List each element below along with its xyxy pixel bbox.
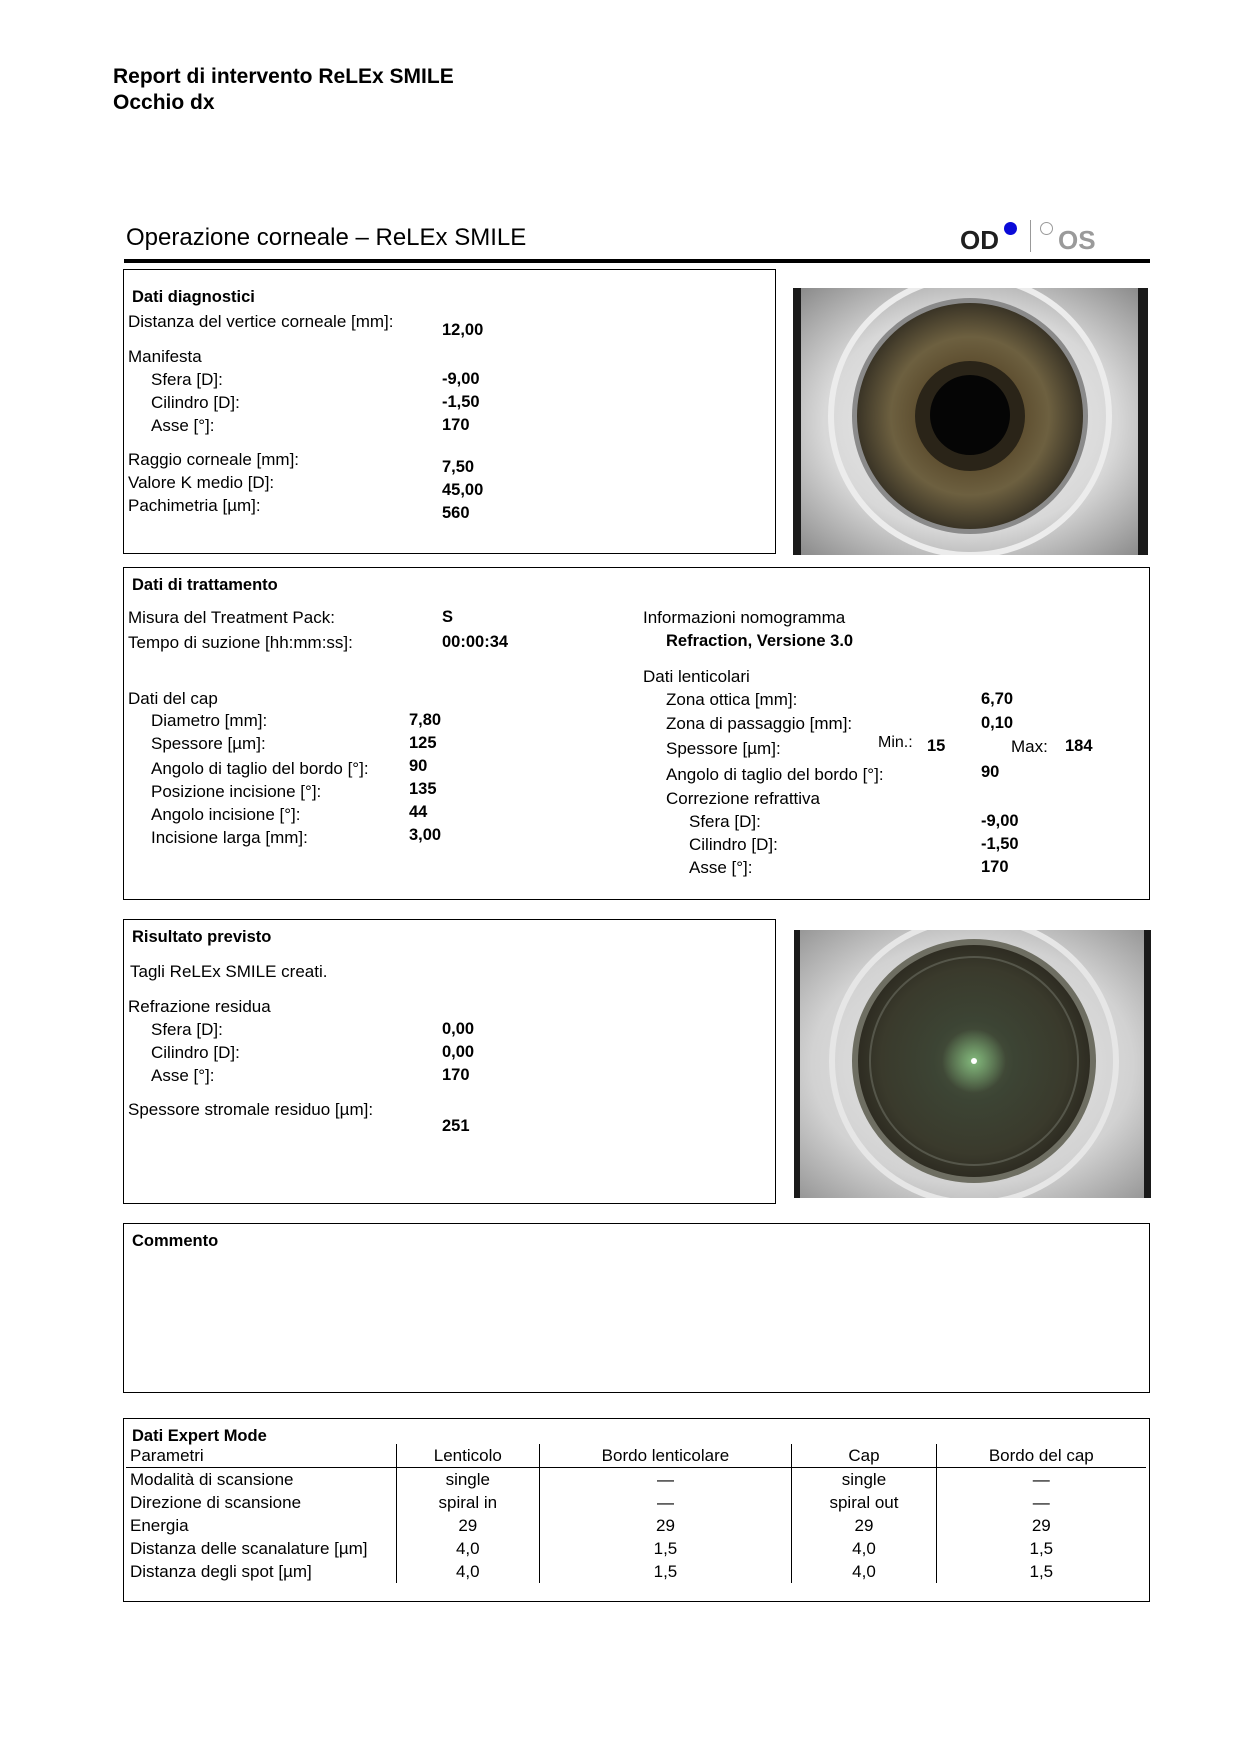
table-cell: single [792,1468,936,1492]
axis-value: 170 [442,416,470,434]
table-row [126,1514,1146,1537]
eye-selector [960,220,1110,256]
table-row [126,1560,1146,1583]
pack-label: Misura del Treatment Pack: [128,608,335,627]
table-row [126,1468,1146,1492]
table-cell: 4,0 [397,1560,540,1583]
correction-axis-value: 170 [981,858,1009,876]
expert-header-parametri: Parametri [126,1444,397,1468]
nomogram-title: Informazioni nomogramma [643,608,846,627]
correction-cylinder-label: Cilindro [D]: [689,835,778,854]
expert-header-lenticolo: Lenticolo [397,1444,540,1468]
table-cell: Modalità di scansione [130,1469,294,1489]
transition-zone-value: 0,10 [981,714,1014,732]
manifest-label: Manifesta [128,347,202,366]
correction-cylinder-value: -1,50 [981,835,1019,853]
incision-position-label: Posizione incisione [°]: [151,782,322,801]
axis-label: Asse [°]: [151,416,215,435]
lenticule-edge-angle-value: 90 [981,763,1000,781]
correction-sphere-value: -9,00 [981,812,1019,830]
incision-width-label: Incisione larga [mm]: [151,828,308,847]
table-cell: 1,5 [936,1560,1146,1583]
vertex-label: Distanza del vertice corneale [mm]: [128,312,394,331]
table-cell: Distanza delle scanalature [µm] [130,1538,368,1558]
cylinder-label: Cilindro [D]: [151,393,240,412]
cap-thickness-label: Spessore [µm]: [151,734,266,753]
postop-eye-drawing [794,930,1151,1198]
os-unselected-ring-icon [1040,222,1053,235]
diagnostics-panel [123,269,776,554]
table-cell: Direzione di scansione [130,1492,302,1512]
incision-angle-value: 44 [409,803,428,821]
cap-thickness-value: 125 [409,734,437,752]
thickness-min-label: Min.: [878,734,913,751]
sphere-label: Sfera [D]: [151,370,223,389]
comment-title: Commento [132,1232,219,1250]
report-title-line2: Occhio dx [113,91,215,114]
table-cell: 1,5 [539,1560,792,1583]
comment-panel [123,1223,1150,1393]
expert-table [126,1444,1146,1583]
radius-label: Raggio corneale [mm]: [128,450,300,469]
table-cell: 29 [539,1514,792,1537]
result-panel [123,919,776,1204]
thickness-max-value: 184 [1065,737,1093,755]
table-cell: 29 [397,1514,540,1537]
table-cell: Energia [130,1515,189,1535]
table-cell: — [936,1491,1146,1514]
pachy-value: 560 [442,504,470,522]
expert-header-row [126,1444,1146,1468]
kmean-value: 45,00 [442,481,484,499]
residual-sphere-label: Sfera [D]: [151,1020,223,1039]
report-title [113,64,454,116]
postop-eye-image [794,930,1151,1198]
stromal-value: 251 [442,1117,470,1135]
residual-sphere-value: 0,00 [442,1020,475,1038]
result-title: Risultato previsto [132,928,272,946]
thickness-min-value: 15 [927,737,946,755]
lenticule-thickness-label: Spessore [µm]: [666,739,781,758]
residual-cylinder-label: Cilindro [D]: [151,1043,240,1062]
cap-diameter-value: 7,80 [409,711,442,729]
stromal-label: Spessore stromale residuo [µm]: [128,1100,374,1119]
expert-header-bordo-lenticolare: Bordo lenticolare [539,1444,792,1468]
table-cell: spiral in [397,1491,540,1514]
table-cell: — [539,1468,792,1492]
table-cell: 4,0 [792,1560,936,1583]
operation-title: Operazione corneale – ReLEx SMILE [126,224,527,251]
thickness-max-label: Max: [1011,737,1048,756]
radius-value: 7,50 [442,458,475,476]
kmean-label: Valore K medio [D]: [128,473,275,492]
transition-zone-label: Zona di passaggio [mm]: [666,714,853,733]
optical-zone-value: 6,70 [981,690,1014,708]
table-cell: Distanza degli spot [µm] [130,1561,312,1581]
diagnostics-title: Dati diagnostici [132,288,255,306]
table-cell: 29 [936,1514,1146,1537]
residual-axis-value: 170 [442,1066,470,1084]
result-status: Tagli ReLEx SMILE creati. [130,962,328,981]
od-selected-dot-icon [1004,222,1017,235]
eye-divider [1030,220,1031,252]
table-row [126,1491,1146,1514]
incision-width-value: 3,00 [409,826,442,844]
table-cell: spiral out [792,1491,936,1514]
treatment-panel [123,567,1150,900]
sphere-value: -9,00 [442,370,480,388]
suction-label: Tempo di suzione [hh:mm:ss]: [128,633,353,652]
residual-axis-label: Asse [°]: [151,1066,215,1085]
table-cell: — [539,1491,792,1514]
table-cell: 4,0 [397,1537,540,1560]
table-cell: 4,0 [792,1537,936,1560]
residual-cylinder-value: 0,00 [442,1043,475,1061]
correction-label: Correzione refrattiva [666,789,821,808]
suction-value: 00:00:34 [442,633,509,651]
table-cell: — [936,1468,1146,1492]
cap-edge-angle-value: 90 [409,757,428,775]
optical-zone-label: Zona ottica [mm]: [666,690,798,709]
cap-diameter-label: Diametro [mm]: [151,711,268,730]
correction-sphere-label: Sfera [D]: [689,812,761,831]
expert-title: Dati Expert Mode [132,1427,267,1445]
cap-title: Dati del cap [128,689,218,708]
incision-angle-label: Angolo incisione [°]: [151,805,301,824]
vertex-value: 12,00 [442,321,484,339]
lenticule-edge-angle-label: Angolo di taglio del bordo [°]: [666,765,884,784]
os-label: OS [1058,225,1096,255]
expert-header-bordo-del-cap: Bordo del cap [936,1444,1146,1468]
preop-eye-image [793,288,1148,555]
table-cell: 1,5 [936,1537,1146,1560]
expert-header-cap: Cap [792,1444,936,1468]
correction-axis-label: Asse [°]: [689,858,753,877]
treatment-title: Dati di trattamento [132,576,278,594]
table-cell: 1,5 [539,1537,792,1560]
lenticule-title: Dati lenticolari [643,667,750,686]
incision-position-value: 135 [409,780,437,798]
table-cell: single [397,1468,540,1492]
header-rule [124,259,1150,263]
table-row [126,1537,1146,1560]
residual-label: Refrazione residua [128,997,271,1016]
cylinder-value: -1,50 [442,393,480,411]
cap-edge-angle-label: Angolo di taglio del bordo [°]: [151,759,369,778]
nomogram-value: Refraction, Versione 3.0 [666,632,854,650]
report-title-line1: Report di intervento ReLEx SMILE [113,65,454,88]
pack-value: S [442,608,454,626]
table-cell: 29 [792,1514,936,1537]
od-label: OD [960,225,999,255]
preop-eye-drawing [793,288,1148,555]
pachy-label: Pachimetria [µm]: [128,496,261,515]
